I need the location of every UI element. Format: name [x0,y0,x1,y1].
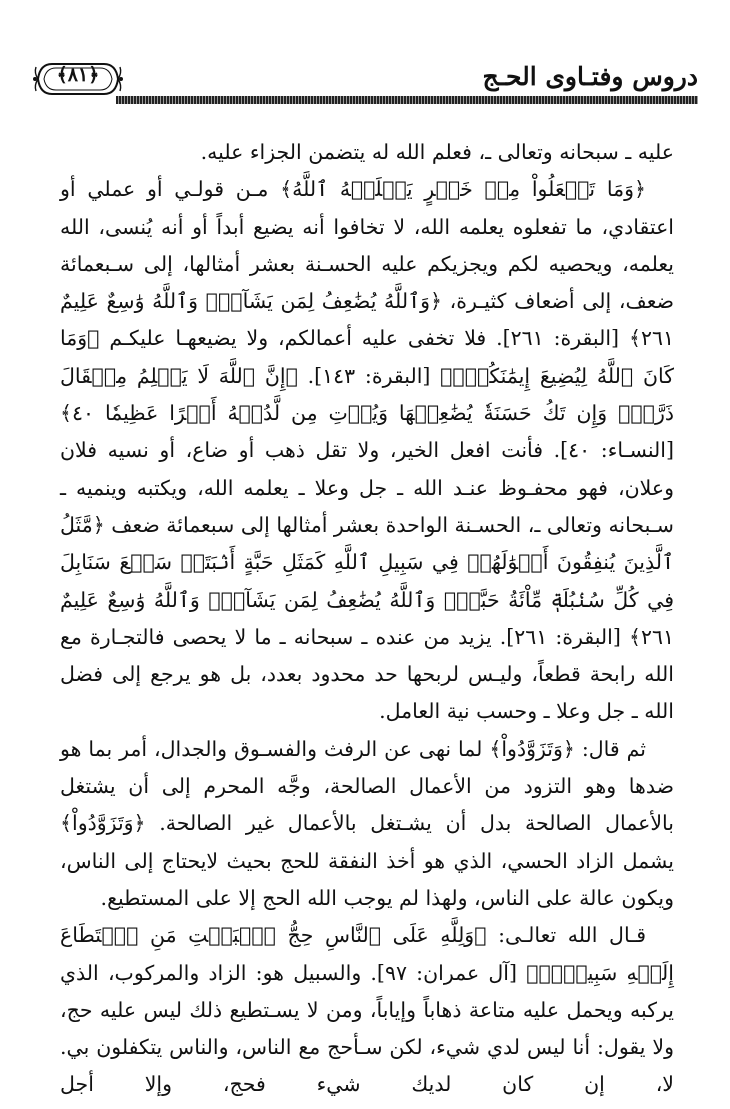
page-number: ﴿٨١﴾ [56,64,100,86]
paragraph-4: قـال الله تعالـى: ﴿وَلِلَّهِ عَلَى ٱلنَّاسِ حِجُّ ٱلۡبَيۡتِ مَنِ ٱسۡتَطَاعَ إِلَيۡهِ سَبِيلٗاۚ﴾ [آل عمران: ٩٧]. والسبيل هو: الزاد والمركوب، الذي يركبه ويحمل عليه متاعة ذهاباً وإياباً، ومن لا يسـتطيع ذلك ليس عليه حج، ولا يقول: أنا ليس لدي شيء، لكن سـأحج مع الناس، والناس يتكفلون بي. لا، إن كان لديك شيء فحج، وإلا أجل [60,923,674,1097]
page-body [60,134,674,1104]
page-header [32,52,698,106]
book-title: دروس وفتـاوى الحـج [482,62,698,91]
paragraph-2: ﴿وَمَا تَفۡعَلُواْ مِنۡ خَيۡرٍ يَعۡلَمۡهُ ٱللَّهُ﴾ مـن قولـي أو عملي أو اعتقادي، ما تفعلوه يعلمه الله، لا تخافوا أنه يضيع أبداً أو أنه يُنسى، الله يعلمه، ويحصيه لكم ويجزيكم عليه الحسـنة بعشر أمثالها، إلى سـبعمائة ضعف، إلى أضعاف كثيـرة، ﴿وَٱللَّهُ يُضَٰعِفُ لِمَن يَشَآءُۗ وَٱللَّهُ وَٰسِعٌ عَلِيمٌ ٢٦١﴾ [البقرة: ٢٦١]. فلا تخفى عليه أعمالكم، ولا يضيعهـا عليكـم ﴿وَمَا كَانَ ٱللَّهُ لِيُضِيعَ إِيمَٰنَكُمۡۚ﴾ [البقرة: ١٤٣]. ﴿إِنَّ ٱللَّهَ لَا يَظۡلِمُ مِثۡقَالَ ذَرَّةٖۖ وَإِن تَكُ حَسَنَةٗ يُضَٰعِفۡهَا وَيُؤۡتِ مِن لَّدُنۡهُ أَجۡرًا عَظِيمٗا ٤٠﴾ [النسـاء: ٤٠]. فأنت افعل الخير، ولا تقل ذهب أو ضاع، أو نسيه فلان وعلان، فهو محفـوظ عنـد الله ـ جل وعلا ـ يعلمه الله، ويكتبه وينميه ـ سـبحانه وتعالى ـ، الحسـنة الواحدة بعشر أمثالها إلى سبعمائة ضعف ﴿مَّثَلُ ٱلَّذِينَ يُنفِقُونَ أَمۡوَٰلَهُمۡ فِي سَبِيلِ ٱللَّهِ كَمَثَلِ حَبَّةٍ أَنۢبَتَتۡ سَبۡعَ سَنَابِلَ فِي كُلِّ سُنۢبُلَةٖ مِّاْئَةُ حَبَّةٖۗ وَٱللَّهُ يُضَٰعِفُ لِمَن يَشَآءُۚ وَٱللَّهُ وَٰسِعٌ عَلِيمٌ ٢٦١﴾ [البقرة: ٢٦١]. يزيد من عنده ـ سبحانه ـ ما لا يحصى فالتجـارة مع الله رابحة قطعاً، وليـس لربحها حد محدود بعدد، بل هو يرجع إلى فضل الله ـ جل وعلا ـ وحسب نية العامل. [60,177,675,724]
page-number-badge [32,56,124,102]
paragraph-3: ثم قال: ﴿وَتَزَوَّدُواْ﴾ لما نهى عن الرفث والفسـوق والجدال، أمر بما هو ضدها وهو التزود من الأعمال الصالحة، وجَّه المحرم إلى أن يشتغل بالأعمال الصالحة بدل أن يشـتغل بالأعمال غير الصالحة. ﴿وَتَزَوَّدُواْ﴾ يشمل الزاد الحسي، الذي هو أخذ النفقة للحج بحيث لايحتاج إلى الناس، ويكون عالة على الناس، ولهذا لم يوجب الله الحج إلا على المستطيع. [60,736,674,910]
paragraph-1: عليه ـ سبحانه وتعالى ـ، فعلم الله له يتضمن الجزاء عليه. [200,140,674,164]
header-rule [116,96,698,104]
